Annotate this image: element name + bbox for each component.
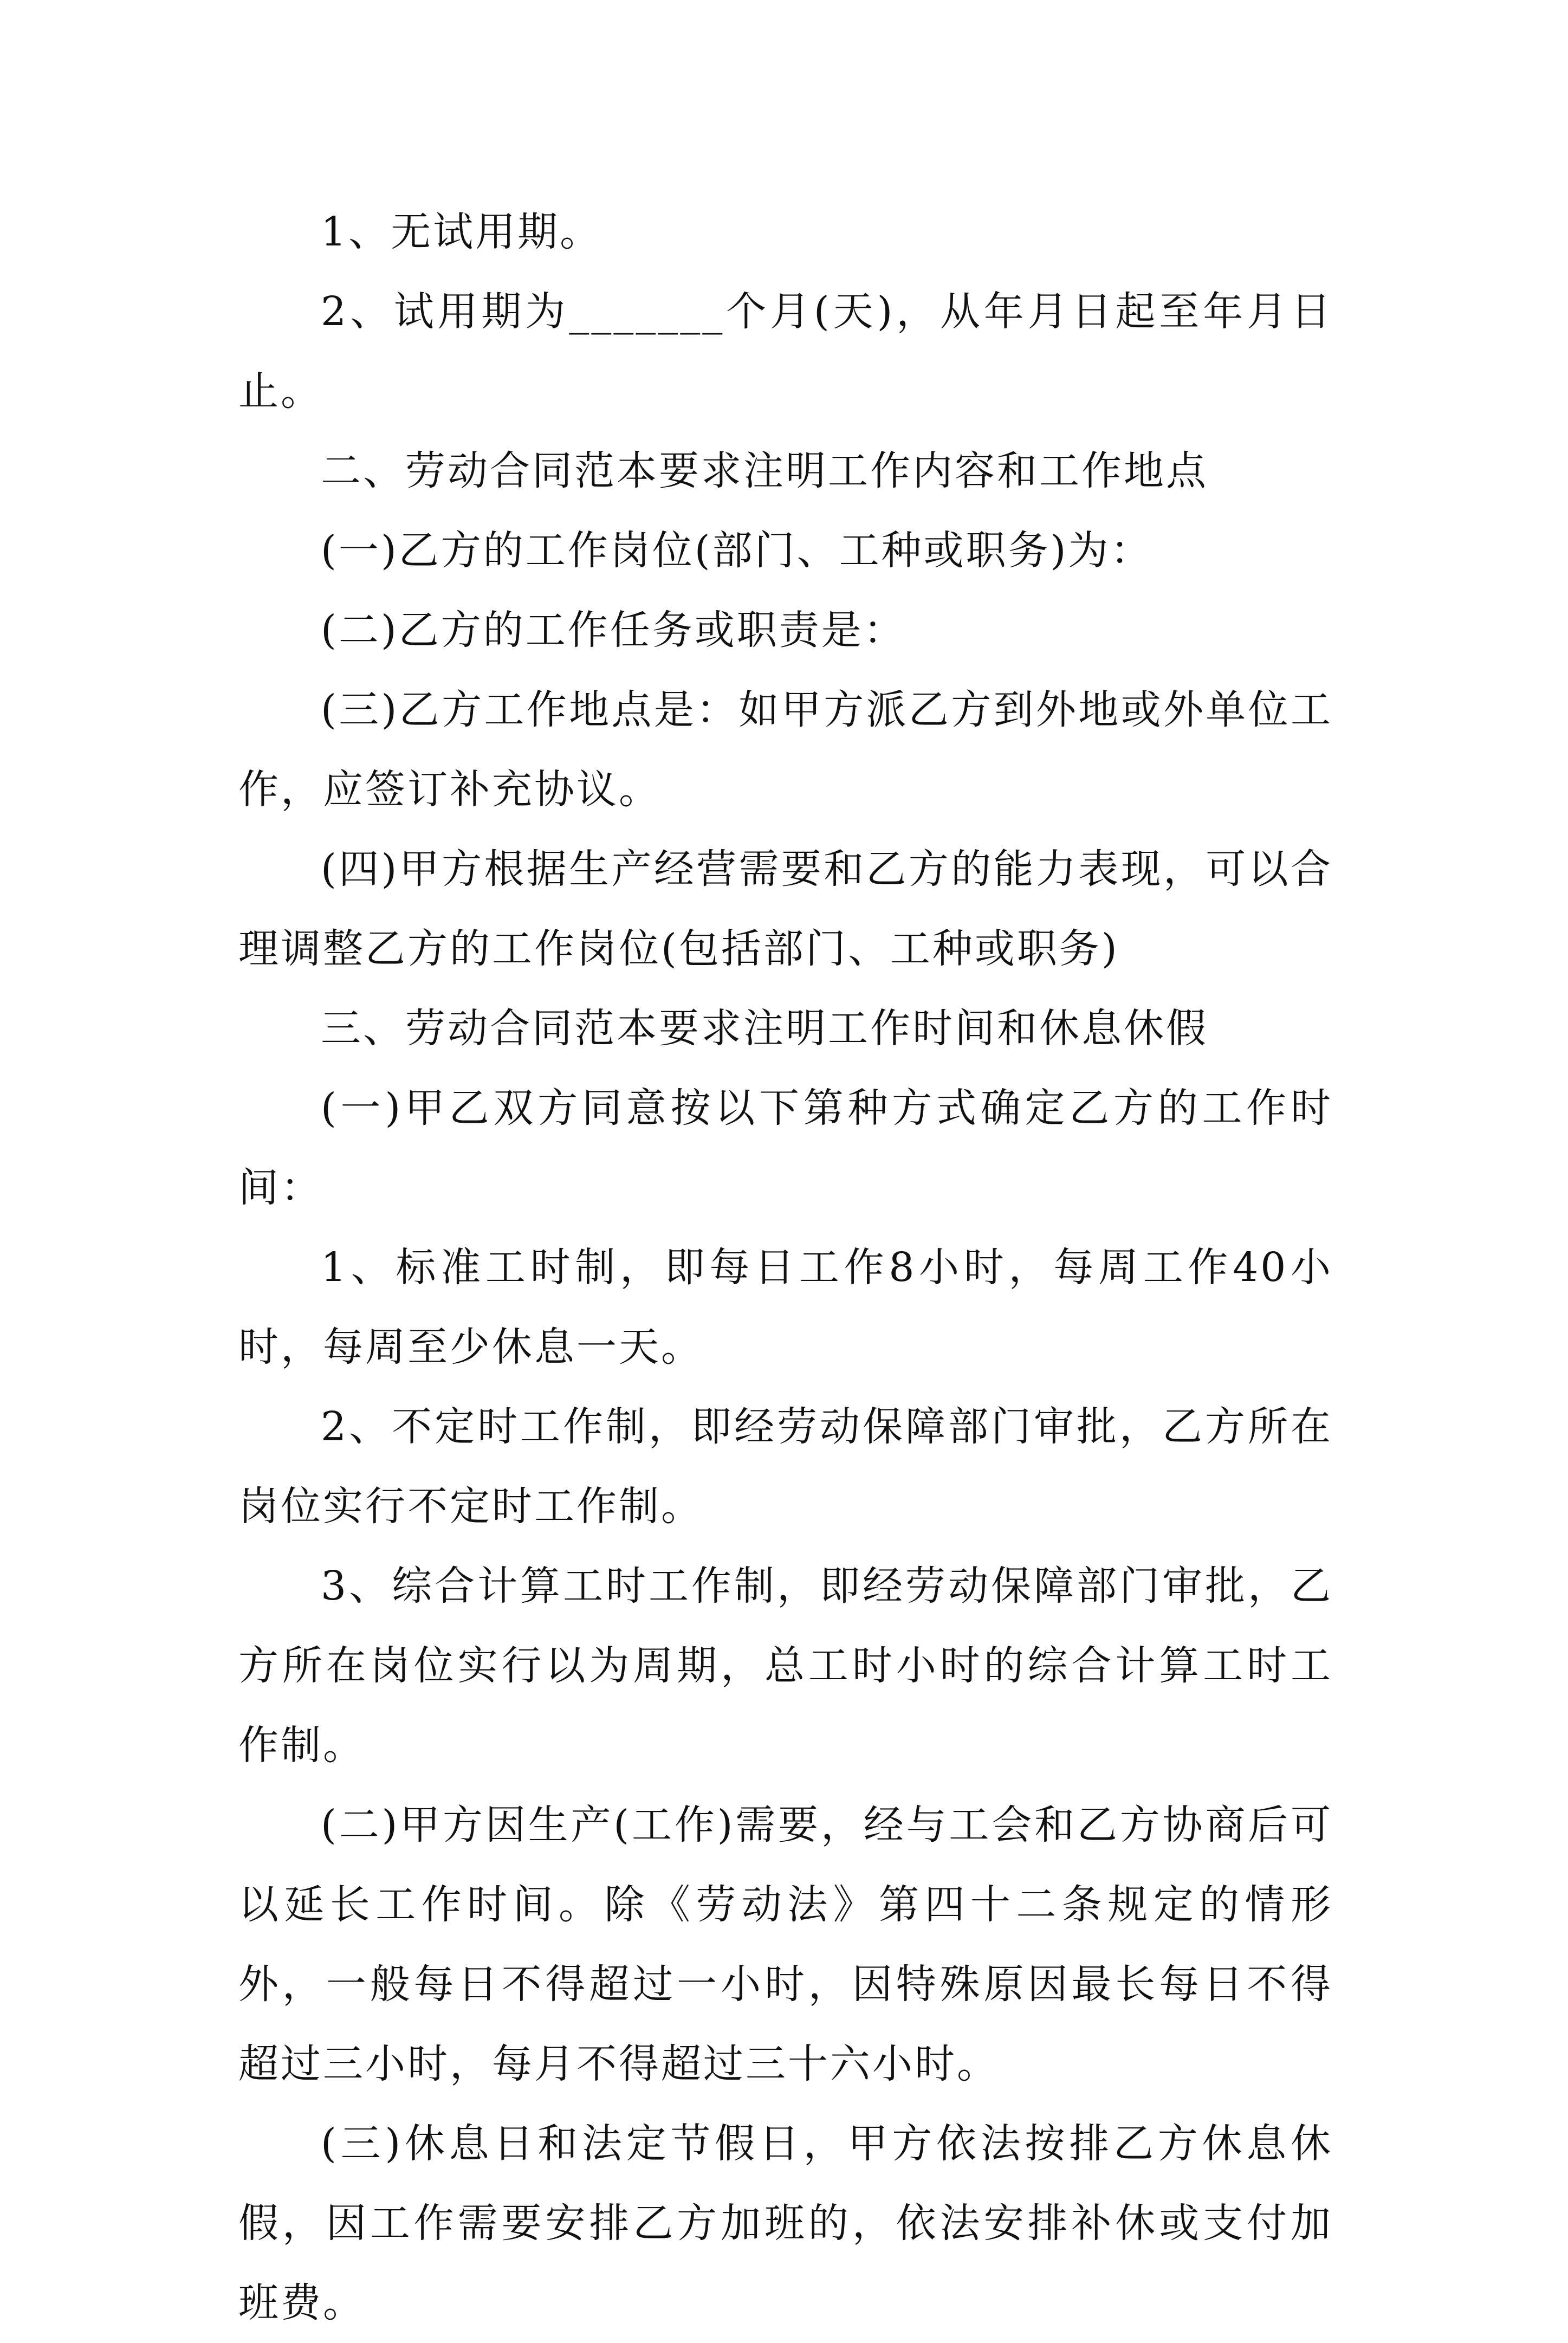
paragraph-rest-holidays: (三)休息日和法定节假日，甲方依法按排乙方休息休假，因工作需要安排乙方加班的，依法安排补休或支付加班费。 <box>238 2120 1333 2326</box>
paragraph-position-adjustment: (四)甲方根据生产经营需要和乙方的能力表现，可以合理调整乙方的工作岗位(包括部门、工种或职务) <box>238 846 1333 972</box>
paragraph-flexible-hours: 2、不定时工作制，即经劳动保障部门审批，乙方所在岗位实行不定时工作制。 <box>238 1403 1333 1530</box>
section-heading-work-content: 二、劳动合同范本要求注明工作内容和工作地点 <box>321 448 1208 494</box>
section-heading-working-hours: 三、劳动合同范本要求注明工作时间和休息休假 <box>321 1005 1208 1052</box>
paragraph-job-position: (一)乙方的工作岗位(部门、工种或职务)为： <box>321 527 1153 574</box>
document-body <box>238 192 1333 2343</box>
paragraph-comprehensive-hours: 3、综合计算工时工作制，即经劳动保障部门审批，乙方所在岗位实行以为周期，总工时小时的综合计算工时工作制。 <box>238 1563 1333 1769</box>
paragraph-probation-period: 2、试用期为_______个月(天)，从年月日起至年月日止。 <box>238 288 1333 415</box>
paragraph-standard-hours: 1、标准工时制，即每日工作8小时，每周工作40小时，每周至少休息一天。 <box>238 1244 1333 1370</box>
paragraph-job-duties: (二)乙方的工作任务或职责是： <box>321 607 906 653</box>
paragraph-hours-method: (一)甲乙双方同意按以下第种方式确定乙方的工作时间： <box>238 1085 1333 1211</box>
paragraph-work-location: (三)乙方工作地点是：如甲方派乙方到外地或外单位工作，应签订补充协议。 <box>238 687 1333 813</box>
paragraph-overtime-extension: (二)甲方因生产(工作)需要，经与工会和乙方协商后可以延长工作时间。除《劳动法》第四十二条规定的情形外，一般每日不得超过一小时，因特殊原因最长每日不得超过三小时，每月不得超过三十六小时。 <box>238 1802 1333 2087</box>
paragraph-no-probation: 1、无试用期。 <box>321 209 602 255</box>
